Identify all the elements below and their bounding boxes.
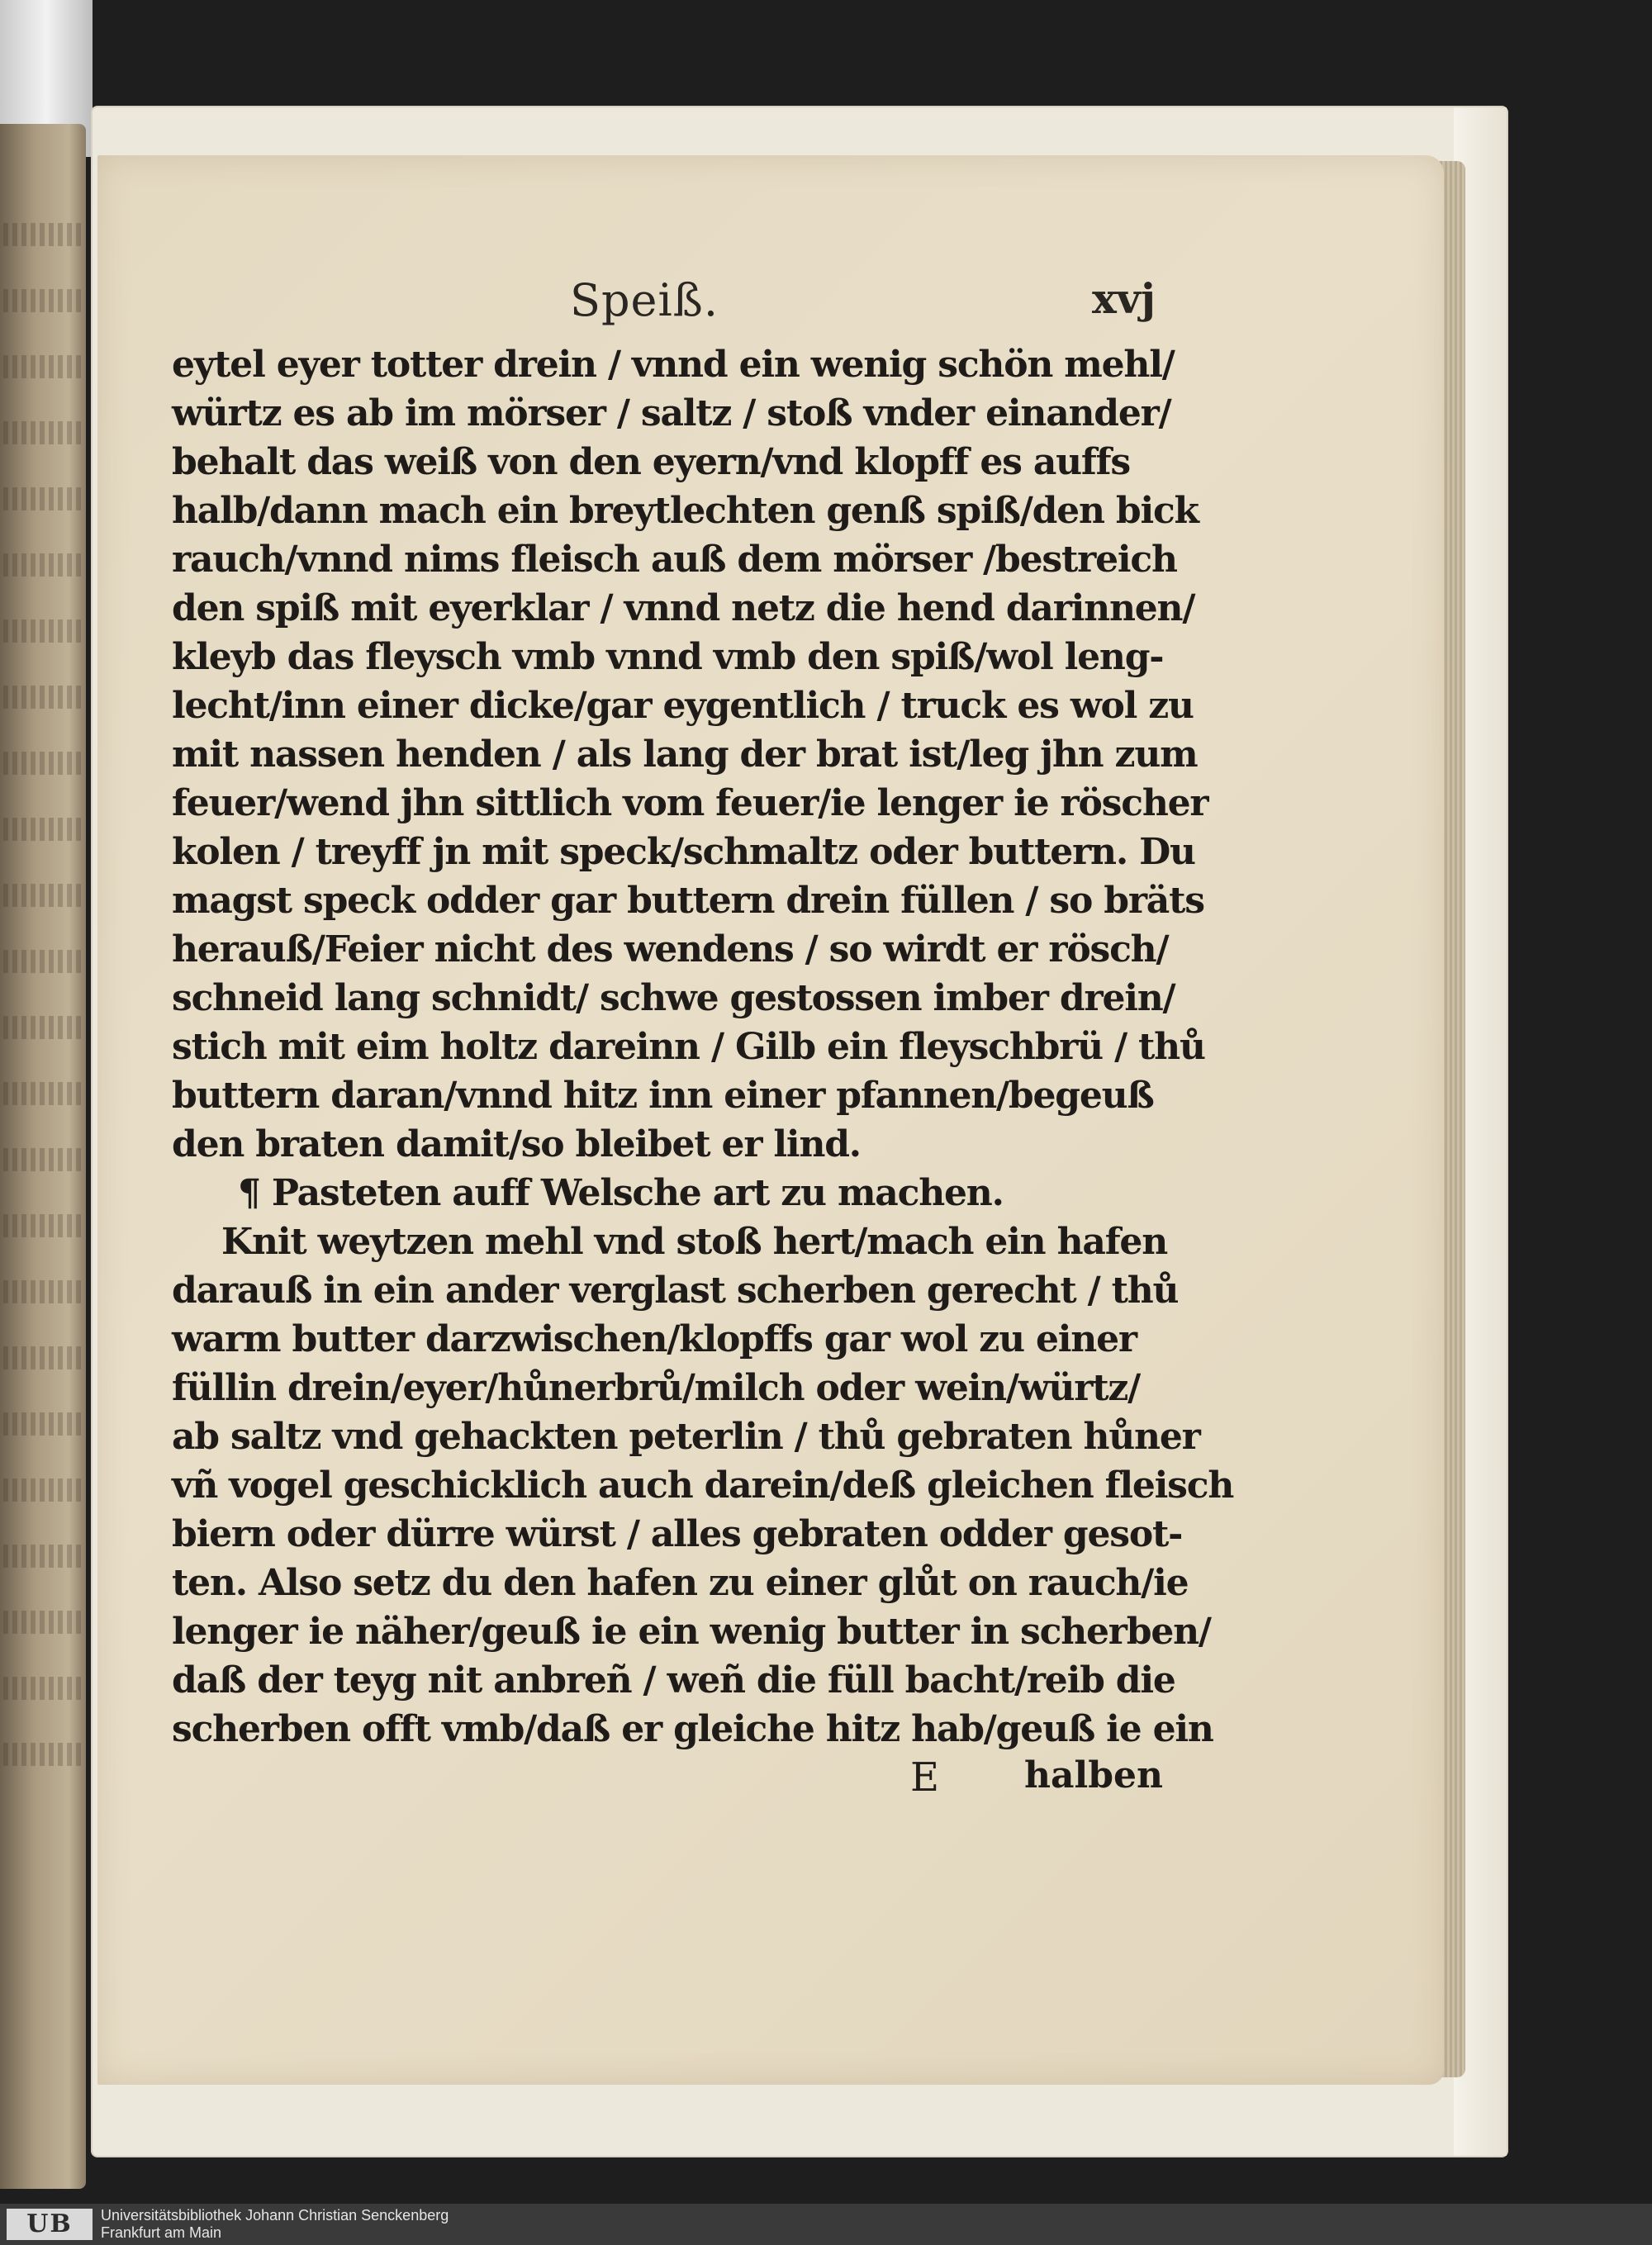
ghost-text xyxy=(3,884,83,907)
ghost-text xyxy=(3,487,83,510)
text-line: lenger ie näher/geuß ie ein wenig butter in scherben/ xyxy=(172,1611,1211,1653)
ghost-text xyxy=(3,1148,83,1171)
text-block xyxy=(172,340,1234,1754)
ghost-text xyxy=(3,553,83,577)
section-heading: ¶ Pasteten auff Welsche art zu machen. xyxy=(238,1172,1004,1214)
text-line: halb/dann mach ein breytlechten genß spiß/den bick xyxy=(172,490,1199,532)
text-line: würtz es ab im mörser / saltz / stoß vnder einander/ xyxy=(172,392,1171,434)
text-line: kolen / treyff jn mit speck/schmaltz oder buttern. Du xyxy=(172,831,1195,873)
text-line: buttern daran/vnnd hitz inn einer pfannen/begeuß xyxy=(172,1075,1154,1117)
text-line: rauch/vnnd nims fleisch auß dem mörser /bestreich xyxy=(172,539,1177,581)
footer-bar xyxy=(0,2204,1652,2245)
ghost-text xyxy=(3,1346,83,1369)
text-line: biern oder dürre würst / alles gebraten odder gesot- xyxy=(172,1513,1183,1555)
text-line: den braten damit/so bleibet er lind. xyxy=(172,1123,861,1165)
text-line: Knit weytzen mehl vnd stoß hert/mach ein hafen xyxy=(221,1221,1168,1263)
text-line: ten. Also setz du den hafen zu einer glůt on rauch/ie xyxy=(172,1562,1189,1604)
ghost-text xyxy=(3,1545,83,1568)
text-line: kleyb das fleysch vmb vnnd vmb den spiß/wol leng- xyxy=(172,636,1164,678)
library-logo: UB xyxy=(7,2209,93,2240)
text-line: scherben offt vmb/daß er gleiche hitz hab/geuß ie ein xyxy=(172,1708,1213,1750)
running-head-title: Speiß. xyxy=(570,274,719,326)
ghost-text xyxy=(3,1478,83,1502)
catchword: halben xyxy=(1024,1754,1163,1796)
text-line: lecht/inn einer dicke/gar eygentlich / truck es wol zu xyxy=(172,685,1194,727)
catchword-row xyxy=(0,1754,1652,1812)
text-line: behalt das weiß von den eyern/vnd klopff es auffs xyxy=(172,441,1130,483)
ghost-text xyxy=(3,752,83,775)
previous-page-edge xyxy=(0,124,86,2189)
text-line: vñ vogel geschicklich auch darein/deß gleichen fleisch xyxy=(172,1464,1234,1507)
folio-number: xvj xyxy=(1092,274,1156,323)
text-line: feuer/wend jhn sittlich vom feuer/ie lenger ie röscher xyxy=(172,782,1208,824)
ghost-text xyxy=(3,1412,83,1436)
text-line: ab saltz vnd gehackten peterlin / thů gebraten hůner xyxy=(172,1416,1200,1458)
text-line: warm butter darzwischen/klopffs gar wol zu einer xyxy=(172,1318,1137,1360)
library-name: Universitätsbibliothek Johann Christian Senckenberg xyxy=(101,2207,449,2224)
text-line: mit nassen henden / als lang der brat ist/leg jhn zum xyxy=(172,733,1198,776)
signature-mark: E xyxy=(910,1754,940,1801)
ghost-text xyxy=(3,421,83,444)
ghost-text xyxy=(3,1677,83,1700)
ghost-text xyxy=(3,619,83,643)
ghost-text xyxy=(3,355,83,378)
text-line: daß der teyg nit anbreñ / weñ die füll bacht/reib die xyxy=(172,1659,1175,1702)
ghost-text xyxy=(3,1611,83,1634)
text-line: stich mit eim holtz dareinn / Gilb ein fleyschbrü / thů xyxy=(172,1026,1205,1068)
text-line: schneid lang schnidt/ schwe gestossen imber drein/ xyxy=(172,977,1175,1019)
text-line: herauß/Feier nicht des wendens / so wirdt er rösch/ xyxy=(172,928,1169,971)
running-head xyxy=(0,274,1652,332)
text-line: eytel eyer totter drein / vnnd ein wenig schön mehl/ xyxy=(172,344,1175,386)
library-credit xyxy=(101,2207,449,2242)
ghost-text xyxy=(3,1280,83,1303)
ghost-text xyxy=(3,1082,83,1105)
text-line: darauß in ein ander verglast scherben gerecht / thů xyxy=(172,1270,1179,1312)
ghost-text xyxy=(3,223,83,246)
ghost-text xyxy=(3,950,83,973)
ghost-text xyxy=(3,818,83,841)
text-line: magst speck odder gar buttern drein füllen / so bräts xyxy=(172,880,1204,922)
ghost-text xyxy=(3,686,83,709)
text-line: den spiß mit eyerklar / vnnd netz die hend darinnen/ xyxy=(172,587,1195,629)
library-city: Frankfurt am Main xyxy=(101,2224,222,2241)
ghost-text xyxy=(3,1214,83,1237)
ghost-text xyxy=(3,1016,83,1039)
text-line: füllin drein/eyer/hůnerbrů/milch oder wein/würtz/ xyxy=(172,1367,1141,1409)
